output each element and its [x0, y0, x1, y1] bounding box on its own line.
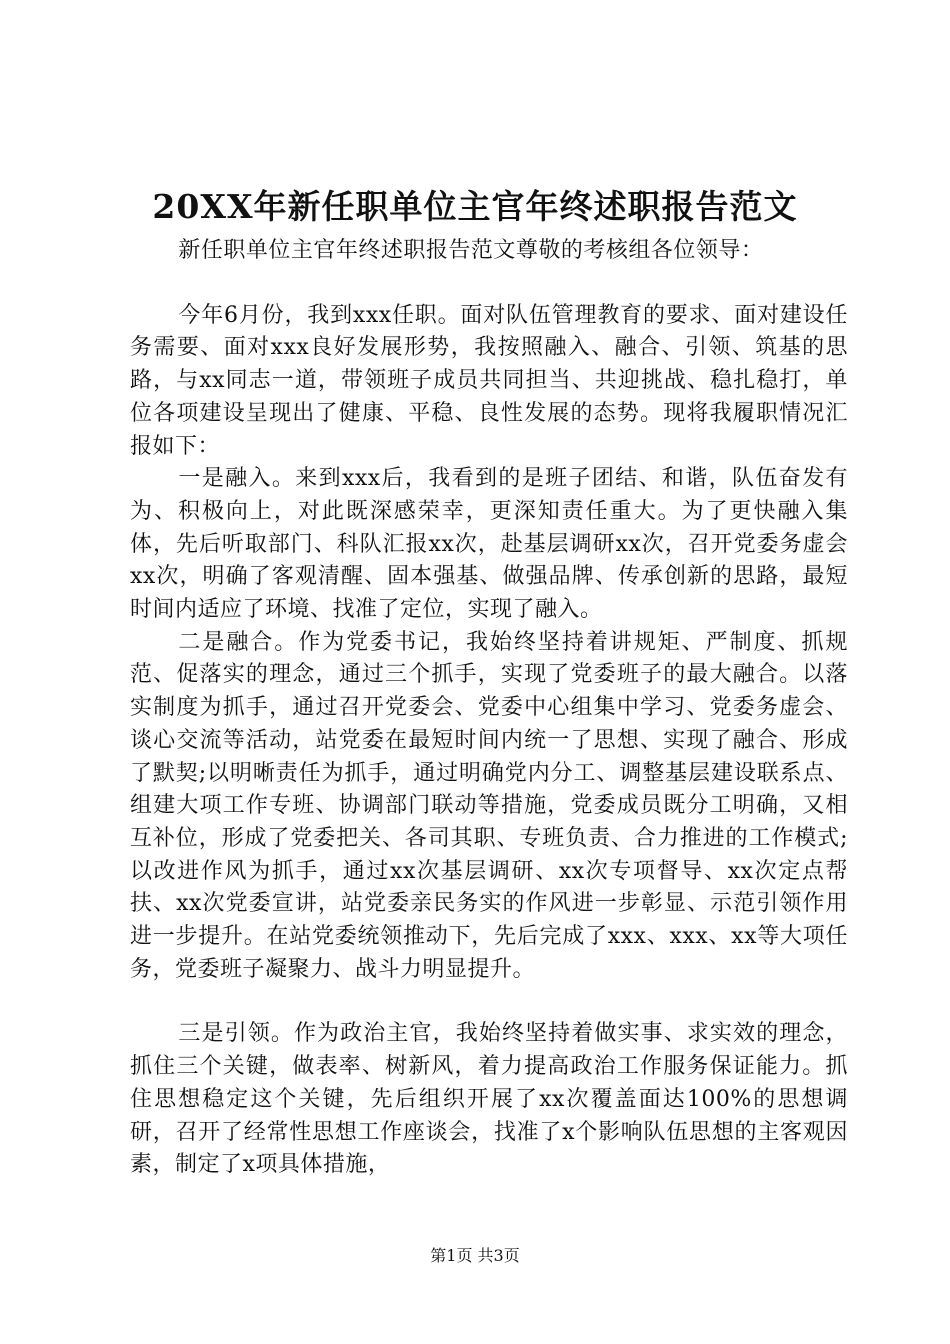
section-integration-paragraph: 一是融入。来到xxx后，我看到的是班子团结、和谐，队伍奋发有为、积极向上，对此既深感荣幸，更深知责任重大。为了更快融入集体，先后听取部门、科队汇报xx次，赴基层调研xx次，召开党委务虚会xx次，明确了客观清醒、固本强基、做强品牌、传承创新的思路，最短时间内适应了环境、找准了定位，实现了融入。	[130, 466, 848, 623]
section-fusion-paragraph: 二是融合。作为党委书记，我始终坚持着讲规矩、严制度、抓规范、促落实的理念，通过三个抓手，实现了党委班子的最大融合。以落实制度为抓手，通过召开党委会、党委中心组集中学习、党委务虚会、谈心交流等活动，站党委在最短时间内统一了思想、实现了融合、形成了默契;以明晰责任为抓手，通过明确党内分工、调整基层建设联系点、组建大项工作专班、协调部门联动等措施，党委成员既分工明确，又相互补位，形成了党委把关、各司其职、专班负责、合力推进的工作模式;以改进作风为抓手，通过xx次基层调研、xx次专项督导、xx次定点帮扶、xx次党委宣讲，站党委亲民务实的作风进一步彰显、示范引领作用进一步提升。在站党委统领推动下，先后完成了xxx、xxx、xx等大项任务，党委班子凝聚力、战斗力明显提升。	[130, 629, 848, 982]
salutation-paragraph: 新任职单位主官年终述职报告范文尊敬的考核组各位领导：	[178, 238, 764, 263]
document-title: 20XX年新任职单位主官年终述职报告范文	[152, 187, 798, 226]
page-number-footer: 第1页 共3页	[430, 1246, 520, 1265]
section-leadership-paragraph: 三是引领。作为政治主官，我始终坚持着做实事、求实效的理念，抓住三个关键，做表率、树新风，着力提高政治工作服务保证能力。抓住思想稳定这个关键，先后组织开展了xx次覆盖面达100%的思想调研，召开了经常性思想工作座谈会，找准了x个影响队伍思想的主客观因素，制定了x项具体措施，	[130, 1021, 848, 1178]
intro-paragraph: 今年6月份，我到xxx任职。面对队伍管理教育的要求、面对建设任务需要、面对xxx良好发展形势，我按照融入、融合、引领、筑基的思路，与xx同志一道，带领班子成员共同担当、共迎挑战、稳扎稳打，单位各项建设呈现出了健康、平稳、良性发展的态势。现将我履职情况汇报如下：	[130, 302, 848, 459]
document-body	[130, 235, 848, 1182]
